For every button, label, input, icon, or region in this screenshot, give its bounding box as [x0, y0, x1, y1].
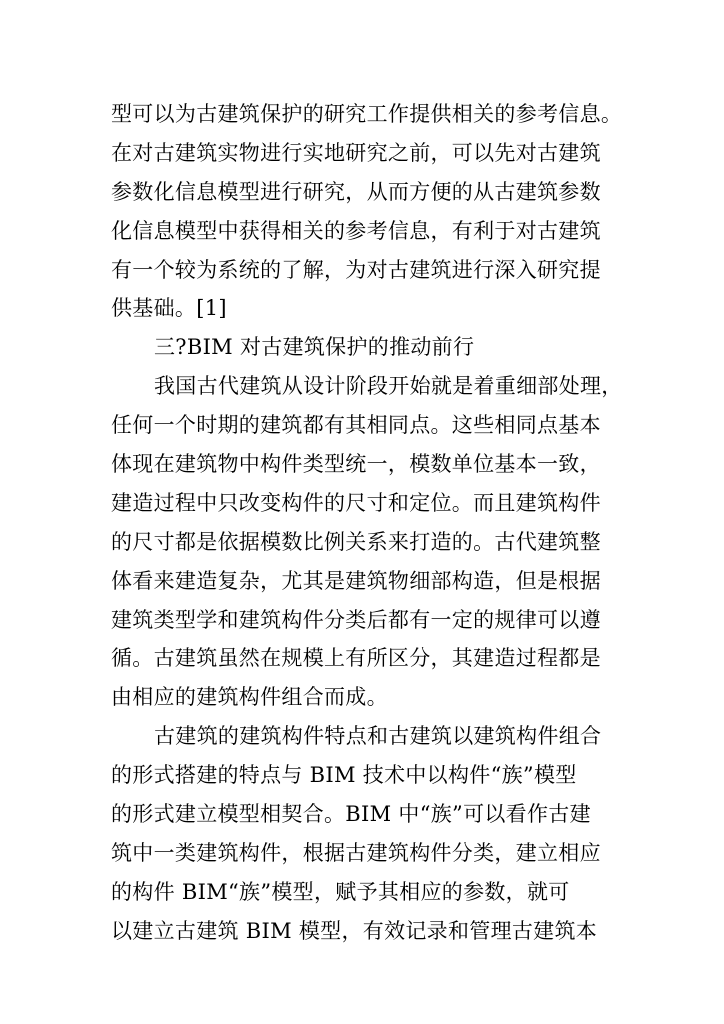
text-line: 建筑类型学和建筑构件分类后都有一定的规律可以遵	[111, 607, 601, 632]
text-line: 三?BIM 对古建筑保护的推动前行	[154, 335, 475, 360]
text-line: 的构件 BIM“族”模型，赋予其相应的参数，就可	[111, 879, 570, 904]
text-line: 循。古建筑虽然在规模上有所区分，其建造过程都是	[111, 646, 601, 671]
text-line: 以建立古建筑 BIM 模型，有效记录和管理古建筑本	[111, 918, 598, 943]
text-line: 体现在建筑物中构件类型统一，模数单位基本一致，	[111, 452, 601, 477]
text-line: 筑中一类建筑构件，根据古建筑构件分类，建立相应	[111, 840, 601, 865]
text-line: 由相应的建筑构件组合而成。	[111, 685, 388, 710]
text-line: 供基础。[1]	[111, 296, 227, 321]
text-line: 有一个较为系统的了解，为对古建筑进行深入研究提	[111, 257, 601, 282]
text-line: 在对古建筑实物进行实地研究之前，可以先对古建筑	[111, 140, 601, 165]
text-line: 体看来建造复杂，尤其是建筑物细部构造，但是根据	[111, 568, 601, 593]
text-line: 的形式建立模型相契合。BIM 中“族”可以看作古建	[111, 802, 591, 827]
text-line: 我国古代建筑从设计阶段开始就是着重细部处理，	[154, 374, 623, 399]
text-line: 任何一个时期的建筑都有其相同点。这些相同点基本	[111, 413, 601, 438]
text-line: 的尺寸都是依据模数比例关系来打造的。古代建筑整	[111, 529, 601, 554]
text-line: 参数化信息模型进行研究，从而方便的从古建筑参数	[111, 179, 601, 204]
text-line: 建造过程中只改变构件的尺寸和定位。而且建筑构件	[111, 490, 601, 515]
text-line: 化信息模型中获得相关的参考信息，有利于对古建筑	[111, 218, 601, 243]
text-line: 的形式搭建的特点与 BIM 技术中以构件“族”模型	[111, 763, 577, 788]
text-line: 古建筑的建筑构件特点和古建筑以建筑构件组合	[154, 724, 602, 749]
text-line: 型可以为古建筑保护的研究工作提供相关的参考信息。	[111, 102, 623, 126]
body-text	[111, 95, 631, 951]
